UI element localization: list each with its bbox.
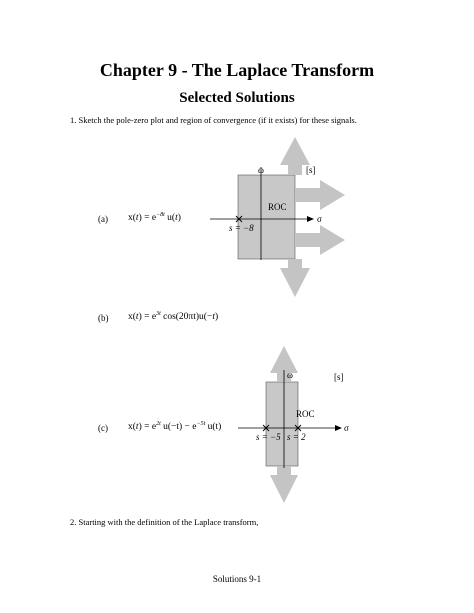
eq-a-mid: ) = e [138, 213, 157, 223]
eq-b-t: t [135, 312, 139, 322]
eq-c-exp: 2t [156, 421, 161, 427]
eq-b-pre: x( [128, 312, 136, 322]
eq-a-post1: u( [164, 213, 176, 223]
plane-label-c: [s] [334, 372, 344, 382]
eq-c-post1: u(−t) − e [160, 422, 197, 432]
eq-a-t2: t [175, 213, 178, 223]
pole-label-c-left: s = −5 [256, 432, 281, 442]
pole-label-c-right: s = 2 [287, 432, 306, 442]
eq-b-post1: cos(20πt)u(− [160, 312, 213, 322]
pole-label-a: s = −8 [229, 223, 254, 233]
problem-2-statement: 2. Starting with the definition of the Laplace transform, [70, 517, 259, 527]
eq-c-post2: u(t) [205, 422, 222, 432]
eq-a-t: t [135, 213, 139, 223]
sigma-label-c: σ [344, 423, 349, 433]
eq-b-t2: t [212, 312, 215, 322]
roc-label-a: ROC [268, 202, 287, 212]
omega-label-c: ω [287, 370, 293, 380]
part-c-equation [128, 422, 221, 432]
roc-region-c [266, 382, 298, 466]
roc-arrow-down-c [270, 466, 298, 503]
part-a-label: (a) [98, 214, 108, 224]
part-c-label: (c) [98, 423, 108, 433]
eq-b-post2: ) [214, 312, 219, 322]
eq-c-exp2: −5t [196, 421, 206, 427]
eq-c-pre: x( [128, 422, 136, 432]
plane-label-a: [s] [306, 165, 316, 175]
eq-b-exp: 3t [156, 311, 161, 317]
eq-b-mid: ) = e [138, 312, 157, 322]
eq-a-exp: −8t [156, 212, 165, 218]
eq-a-post2: ) [177, 213, 181, 223]
section-title: Selected Solutions [179, 90, 295, 106]
page-footer: Solutions 9-1 [212, 574, 262, 584]
chapter-title: Chapter 9 - The Laplace Transform [99, 60, 375, 80]
roc-label-c: ROC [296, 409, 315, 419]
problem-1-statement: 1. Sketch the pole-zero plot and region of convergence (if it exists) for these signals. [70, 115, 357, 125]
eq-c-mid: ) = e [138, 422, 157, 432]
sigma-label-a: σ [317, 214, 322, 224]
eq-c-t: t [135, 422, 139, 432]
part-b-label: (b) [98, 313, 109, 323]
omega-label-a: ω [258, 165, 264, 175]
sigma-axis-arrowhead-c [335, 425, 342, 431]
eq-a-pre: x( [128, 213, 136, 223]
